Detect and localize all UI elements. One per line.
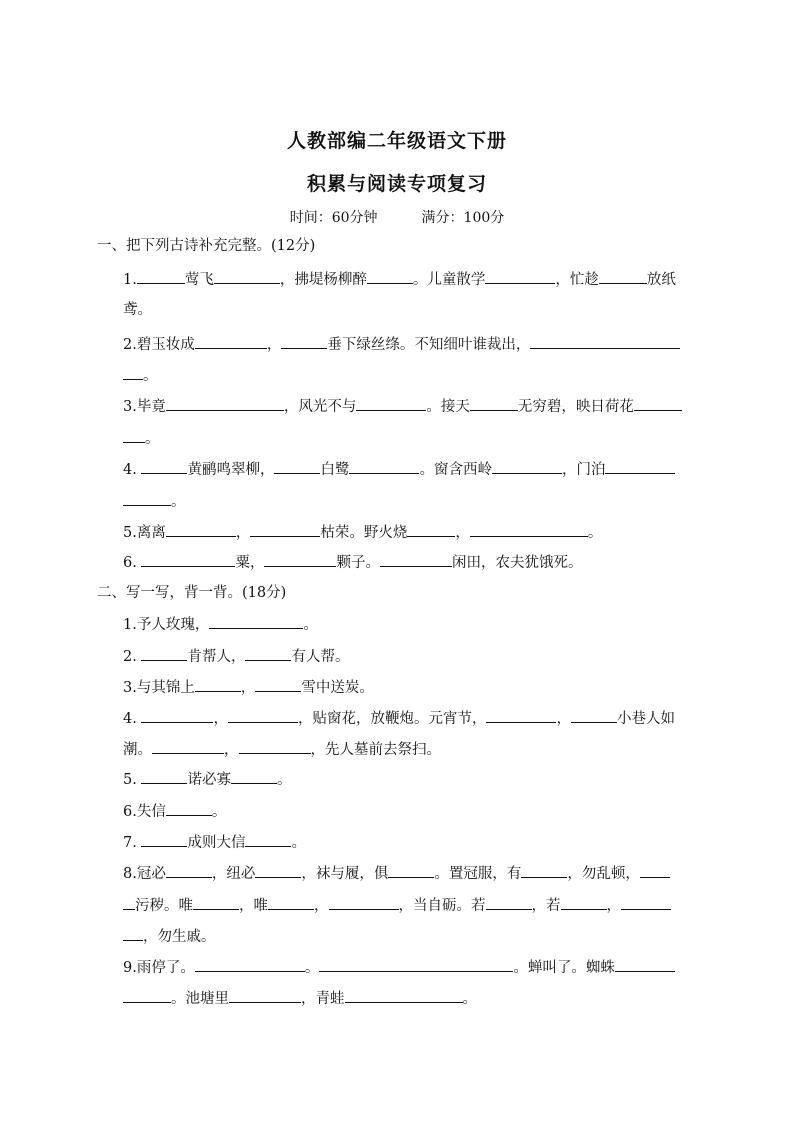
time-limit: 时间：60分钟 xyxy=(289,210,378,226)
blank[interactable] xyxy=(245,645,291,661)
blank[interactable] xyxy=(615,956,675,972)
blank[interactable] xyxy=(141,831,187,847)
question-2-1: 1.予人玫瑰， 。 xyxy=(123,613,318,635)
question-1-3-cont: 。 xyxy=(123,427,160,449)
blank[interactable] xyxy=(605,458,675,474)
blank[interactable] xyxy=(228,707,298,723)
question-2-2: 2. 肯帮人， 有人帮。 xyxy=(123,645,349,667)
blank[interactable] xyxy=(388,862,434,878)
blank[interactable] xyxy=(356,395,426,411)
blank[interactable] xyxy=(195,956,305,972)
question-1-4: 4. 黄鹂鸣翠柳， 白鹭 。窗含西岭 ，门泊 xyxy=(123,458,675,480)
blank[interactable] xyxy=(407,521,455,537)
blank[interactable] xyxy=(274,458,320,474)
blank[interactable] xyxy=(640,862,670,878)
blank[interactable] xyxy=(621,894,671,910)
blank[interactable] xyxy=(229,987,301,1003)
blank[interactable] xyxy=(255,676,301,692)
section-1-heading: 一、把下列古诗补充完整。(12分) xyxy=(97,238,316,254)
blank[interactable] xyxy=(239,738,311,754)
full-score: 满分：100分 xyxy=(421,210,505,226)
blank[interactable] xyxy=(193,894,239,910)
blank[interactable] xyxy=(349,458,419,474)
blank[interactable] xyxy=(141,645,187,661)
blank[interactable] xyxy=(209,613,303,629)
question-2-4: 4. ， ，贴窗花，放鞭炮。元宵节， ， 小巷人如 xyxy=(123,707,675,729)
question-2-9-cont: 。池塘里 ，青蛙 。 xyxy=(123,987,477,1009)
question-1-4-cont: 。 xyxy=(123,490,186,512)
blank[interactable] xyxy=(123,925,143,941)
question-1-1-cont: 鸢。 xyxy=(123,302,152,318)
blank[interactable] xyxy=(152,738,224,754)
blank[interactable] xyxy=(345,987,463,1003)
blank[interactable] xyxy=(123,490,171,506)
blank[interactable] xyxy=(470,521,588,537)
blank[interactable] xyxy=(214,268,280,284)
blank[interactable] xyxy=(123,894,135,910)
blank[interactable] xyxy=(486,894,532,910)
blank[interactable] xyxy=(195,676,241,692)
question-2-7: 7. 成则大信 。 xyxy=(123,831,306,853)
question-1-3: 3.毕竟 ，风光不与 。接天 无穷碧，映日荷花 xyxy=(123,395,682,417)
blank[interactable] xyxy=(599,268,647,284)
blank[interactable] xyxy=(255,862,301,878)
blank[interactable] xyxy=(141,458,187,474)
blank[interactable] xyxy=(319,956,513,972)
blank[interactable] xyxy=(281,333,327,349)
blank[interactable] xyxy=(367,268,413,284)
question-1-1: 1. 莺飞 ，拂堤杨柳醉 。儿童散学 ，忙趁 放纸 xyxy=(123,268,676,290)
blank[interactable] xyxy=(634,395,682,411)
blank[interactable] xyxy=(166,395,284,411)
question-1-5: 5.离离 ， 枯荣。野火烧 ， 。 xyxy=(123,521,602,543)
question-2-9: 9.雨停了。 。 。蝉叫了。蜘蛛 xyxy=(123,956,675,978)
blank[interactable] xyxy=(123,364,143,380)
question-2-3: 3.与其锦上 ， 雪中送炭。 xyxy=(123,676,374,698)
exam-meta xyxy=(0,207,794,227)
question-1-2: 2.碧玉妆成 ， 垂下绿丝绦。不知细叶谁裁出， xyxy=(123,333,680,355)
question-1-2-cont: 。 xyxy=(123,364,158,386)
blank[interactable] xyxy=(268,894,314,910)
blank[interactable] xyxy=(470,395,518,411)
question-2-8-cont-2: ，勿生戚。 xyxy=(123,925,216,947)
blank[interactable] xyxy=(166,800,212,816)
question-1-6: 6. 粟， 颗子。 闲田，农夫犹饿死。 xyxy=(123,551,582,573)
blank[interactable] xyxy=(166,521,236,537)
blank[interactable] xyxy=(485,268,555,284)
blank[interactable] xyxy=(561,894,607,910)
blank[interactable] xyxy=(250,521,320,537)
blank[interactable] xyxy=(264,551,336,567)
question-2-4-cont: 潮。 ， ，先人墓前去祭扫。 xyxy=(123,738,441,760)
question-2-8-cont: 污秽。唯 ，唯 ， ，当自砺。若 ，若 ， xyxy=(123,894,671,916)
blank[interactable] xyxy=(137,268,185,284)
blank[interactable] xyxy=(141,768,187,784)
question-2-5: 5. 诺必寡 。 xyxy=(123,768,291,790)
blank[interactable] xyxy=(123,427,145,443)
blank[interactable] xyxy=(571,707,617,723)
section-2-heading: 二、写一写，背一背。(18分) xyxy=(97,585,287,601)
blank[interactable] xyxy=(329,894,399,910)
page-subtitle: 积累与阅读专项复习 xyxy=(306,173,487,195)
blank[interactable] xyxy=(141,707,213,723)
blank[interactable] xyxy=(166,862,212,878)
blank[interactable] xyxy=(530,333,680,349)
blank[interactable] xyxy=(521,862,567,878)
question-2-8: 8.冠必 ，纽必 ，袜与履，俱 。置冠服，有 ，勿乱顿， xyxy=(123,862,670,884)
blank[interactable] xyxy=(486,707,556,723)
blank[interactable] xyxy=(245,831,291,847)
blank[interactable] xyxy=(492,458,562,474)
blank[interactable] xyxy=(231,768,277,784)
blank[interactable] xyxy=(195,333,267,349)
blank[interactable] xyxy=(380,551,452,567)
blank[interactable] xyxy=(141,551,235,567)
question-2-6: 6.失信 。 xyxy=(123,800,226,822)
page-title: 人教部编二年级语文下册 xyxy=(286,130,507,152)
blank[interactable] xyxy=(123,987,171,1003)
